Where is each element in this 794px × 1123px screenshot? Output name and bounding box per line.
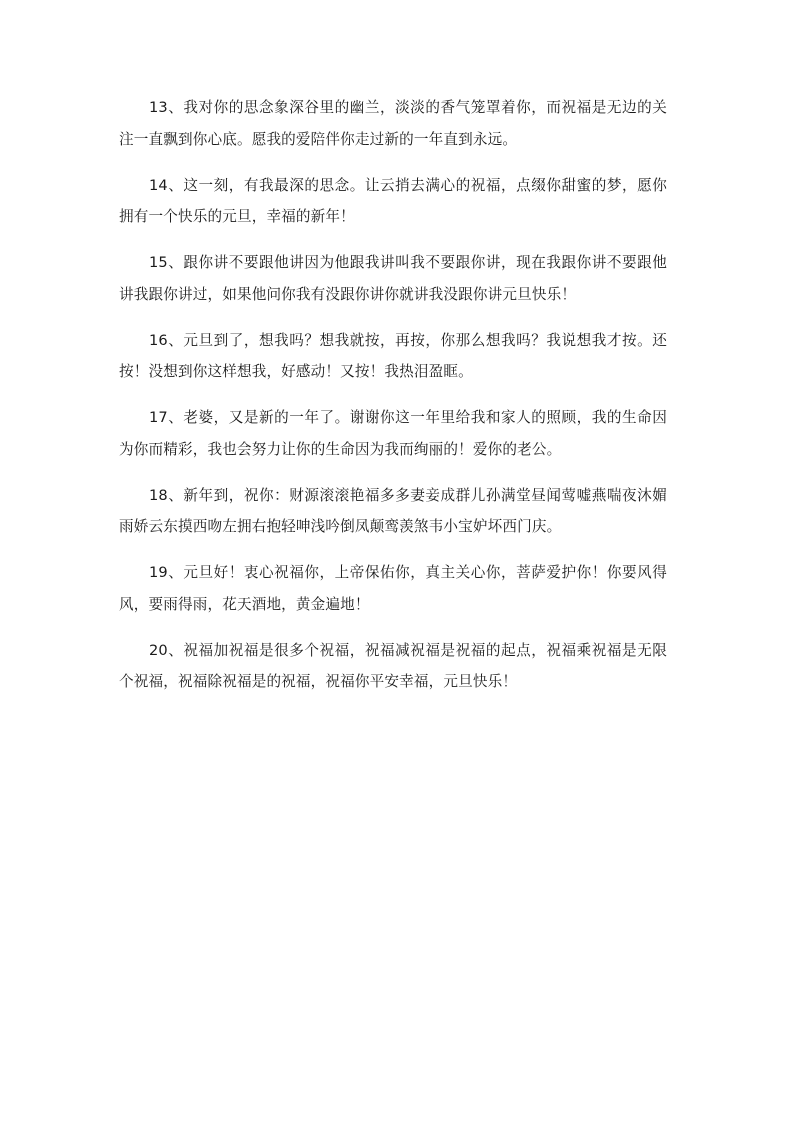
paragraph-14: 14、这一刻，有我最深的思念。让云捎去满心的祝福，点缀你甜蜜的梦，愿你拥有一个快乐的元旦，幸福的新年！ <box>119 176 667 225</box>
paragraph-16: 16、元旦到了，想我吗？想我就按，再按，你那么想我吗？我说想我才按。还按！没想到你这样想我，好感动！又按！我热泪盈眶。 <box>119 331 667 380</box>
paragraph-20: 20、祝福加祝福是很多个祝福，祝福减祝福是祝福的起点，祝福乘祝福是无限个祝福，祝福除祝福是的祝福，祝福你平安幸福，元旦快乐！ <box>119 641 667 690</box>
paragraph-18: 18、新年到，祝你：财源滚滚艳福多多妻妾成群儿孙满堂昼闻莺嘘燕喘夜沐媚雨娇云东摸西吻左拥右抱轻呻浅吟倒凤颠鸾羡煞韦小宝妒坏西门庆。 <box>119 486 667 535</box>
paragraph-19: 19、元旦好！衷心祝福你，上帝保佑你，真主关心你，菩萨爱护你！你要风得风，要雨得雨，花天酒地，黄金遍地！ <box>119 564 667 613</box>
paragraph-15: 15、跟你讲不要跟他讲因为他跟我讲叫我不要跟你讲，现在我跟你讲不要跟他讲我跟你讲过，如果他问你我有没跟你讲你就讲我没跟你讲元旦快乐！ <box>119 254 667 303</box>
document-body <box>119 92 667 712</box>
paragraph-13: 13、我对你的思念象深谷里的幽兰，淡淡的香气笼罩着你，而祝福是无边的关注一直飘到你心底。愿我的爱陪伴你走过新的一年直到永远。 <box>119 99 667 148</box>
paragraph-17: 17、老婆，又是新的一年了。谢谢你这一年里给我和家人的照顾，我的生命因为你而精彩，我也会努力让你的生命因为我而绚丽的！爱你的老公。 <box>119 409 667 458</box>
